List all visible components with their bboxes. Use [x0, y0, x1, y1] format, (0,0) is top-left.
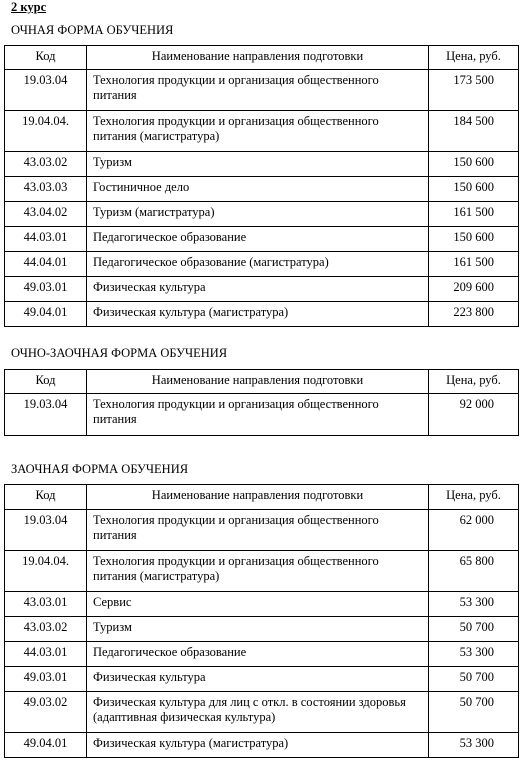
cell-code: 49.03.01 — [5, 667, 87, 692]
table-row — [5, 592, 519, 617]
cell-price: 184 500 — [429, 111, 519, 152]
table-row — [5, 70, 519, 111]
cell-price: 161 500 — [429, 202, 519, 227]
cell-code: 44.04.01 — [5, 252, 87, 277]
cell-price: 50 700 — [429, 667, 519, 692]
cell-code: 43.03.02 — [5, 152, 87, 177]
cell-price: 62 000 — [429, 510, 519, 551]
header-name: Наименование направления подготовки — [87, 370, 429, 394]
header-price: Цена, руб. — [429, 370, 519, 394]
cell-code: 19.03.04 — [5, 510, 87, 551]
cell-name: Туризм — [87, 617, 429, 642]
cell-name: Технология продукции и организация общественного питания — [87, 510, 429, 551]
table-row — [5, 510, 519, 551]
table-row — [5, 551, 519, 592]
cell-name: Физическая культура — [87, 667, 429, 692]
table-header-row — [5, 370, 519, 394]
cell-code: 44.03.01 — [5, 642, 87, 667]
cell-price: 65 800 — [429, 551, 519, 592]
header-price: Цена, руб. — [429, 485, 519, 510]
cell-name: Гостиничное дело — [87, 177, 429, 202]
price-table-correspondence — [4, 484, 519, 758]
cell-price: 150 600 — [429, 177, 519, 202]
price-table-full-time — [4, 45, 519, 327]
price-table-part-time — [4, 369, 519, 436]
cell-code: 49.03.01 — [5, 277, 87, 302]
cell-price: 150 600 — [429, 152, 519, 177]
cell-code: 49.04.01 — [5, 733, 87, 758]
cell-name: Физическая культура — [87, 277, 429, 302]
table-row — [5, 111, 519, 152]
header-name: Наименование направления подготовки — [87, 46, 429, 70]
cell-code: 43.03.02 — [5, 617, 87, 642]
cell-price: 53 300 — [429, 642, 519, 667]
cell-name: Технология продукции и организация общественного питания (магистратура) — [87, 111, 429, 152]
cell-price: 53 300 — [429, 733, 519, 758]
cell-code: 19.03.04 — [5, 394, 87, 436]
header-code: Код — [5, 46, 87, 70]
cell-price: 50 700 — [429, 692, 519, 733]
table-row — [5, 692, 519, 733]
cell-code: 49.03.02 — [5, 692, 87, 733]
table-row — [5, 277, 519, 302]
table-row — [5, 667, 519, 692]
cell-name: Физическая культура для лиц с откл. в состоянии здоровья (адаптивная физическая культура) — [87, 692, 429, 733]
section-title-full-time: ОЧНАЯ ФОРМА ОБУЧЕНИЯ — [11, 23, 174, 37]
table-row — [5, 617, 519, 642]
page-heading: 2 курс — [11, 0, 47, 14]
cell-price: 150 600 — [429, 227, 519, 252]
cell-name: Физическая культура (магистратура) — [87, 302, 429, 327]
table-row — [5, 252, 519, 277]
cell-price: 53 300 — [429, 592, 519, 617]
header-code: Код — [5, 370, 87, 394]
cell-price: 209 600 — [429, 277, 519, 302]
section-title-correspondence: ЗАОЧНАЯ ФОРМА ОБУЧЕНИЯ — [11, 462, 189, 476]
cell-code: 19.03.04 — [5, 70, 87, 111]
header-code: Код — [5, 485, 87, 510]
header-price: Цена, руб. — [429, 46, 519, 70]
cell-name: Педагогическое образование (магистратура) — [87, 252, 429, 277]
cell-price: 161 500 — [429, 252, 519, 277]
cell-price: 50 700 — [429, 617, 519, 642]
section-title-part-time: ОЧНО-ЗАОЧНАЯ ФОРМА ОБУЧЕНИЯ — [11, 346, 228, 360]
cell-code: 43.03.01 — [5, 592, 87, 617]
table-row — [5, 733, 519, 758]
cell-name: Технология продукции и организация общественного питания — [87, 394, 429, 436]
header-name: Наименование направления подготовки — [87, 485, 429, 510]
cell-name: Педагогическое образование — [87, 642, 429, 667]
cell-code: 49.04.01 — [5, 302, 87, 327]
cell-name: Сервис — [87, 592, 429, 617]
cell-price: 92 000 — [429, 394, 519, 436]
cell-name: Технология продукции и организация общественного питания — [87, 70, 429, 111]
table-row — [5, 152, 519, 177]
table-header-row — [5, 46, 519, 70]
table-row — [5, 202, 519, 227]
cell-code: 44.03.01 — [5, 227, 87, 252]
table-header-row — [5, 485, 519, 510]
cell-code: 19.04.04. — [5, 111, 87, 152]
cell-name: Педагогическое образование — [87, 227, 429, 252]
cell-code: 43.04.02 — [5, 202, 87, 227]
table-row — [5, 394, 519, 436]
table-row — [5, 227, 519, 252]
cell-price: 223 800 — [429, 302, 519, 327]
cell-code: 19.04.04. — [5, 551, 87, 592]
table-row — [5, 642, 519, 667]
cell-name: Туризм — [87, 152, 429, 177]
cell-name: Технология продукции и организация общественного питания (магистратура) — [87, 551, 429, 592]
cell-name: Физическая культура (магистратура) — [87, 733, 429, 758]
cell-code: 43.03.03 — [5, 177, 87, 202]
cell-price: 173 500 — [429, 70, 519, 111]
table-row — [5, 302, 519, 327]
cell-name: Туризм (магистратура) — [87, 202, 429, 227]
table-row — [5, 177, 519, 202]
